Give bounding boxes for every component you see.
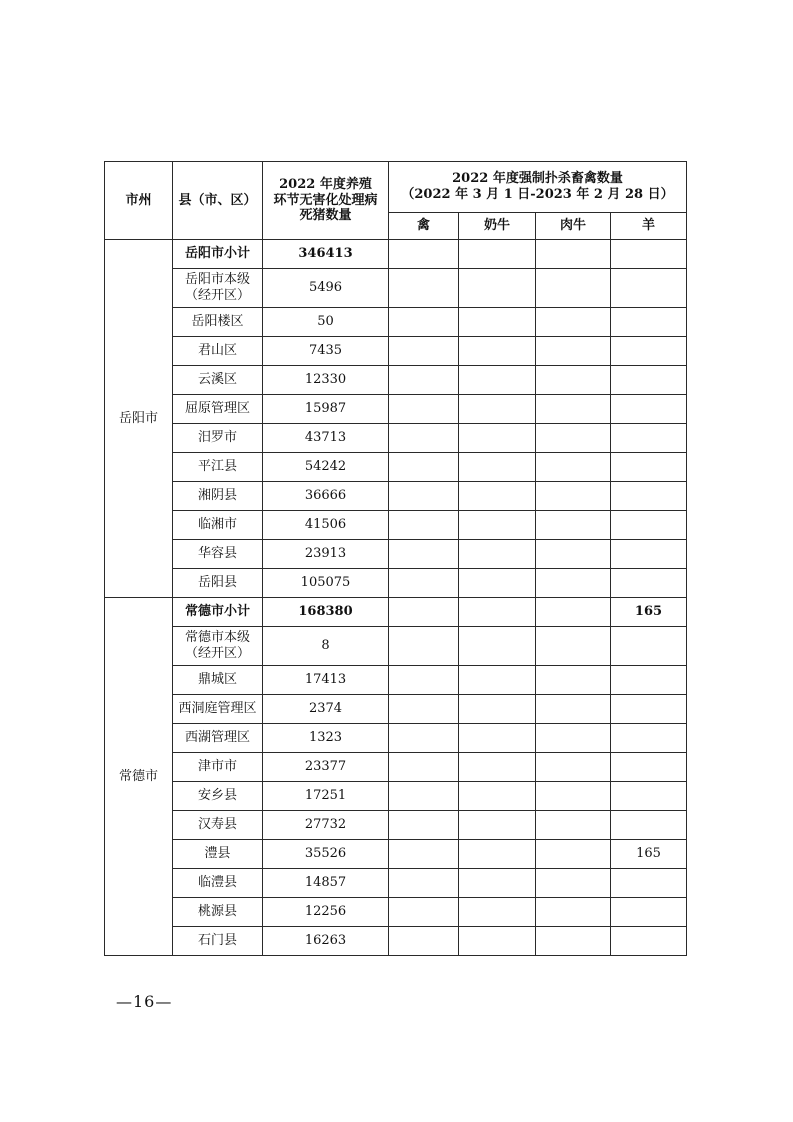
table-row xyxy=(105,869,687,898)
pigs-cell: 54242 xyxy=(263,453,389,482)
beef-cell xyxy=(536,753,611,782)
sheep-cell xyxy=(611,927,687,956)
county-cell: 云溪区 xyxy=(173,366,263,395)
pigs-cell: 7435 xyxy=(263,337,389,366)
sheep-cell xyxy=(611,540,687,569)
poultry-cell xyxy=(389,782,459,811)
county-cell: 西洞庭管理区 xyxy=(173,695,263,724)
table-row xyxy=(105,598,687,627)
poultry-cell xyxy=(389,453,459,482)
table-row xyxy=(105,424,687,453)
table-row xyxy=(105,395,687,424)
dairy-cell xyxy=(459,753,536,782)
beef-cell xyxy=(536,627,611,666)
county-cell: 岳阳楼区 xyxy=(173,308,263,337)
beef-cell xyxy=(536,366,611,395)
county-cell: 桃源县 xyxy=(173,898,263,927)
sheep-cell xyxy=(611,424,687,453)
dairy-cell xyxy=(459,627,536,666)
dairy-cell xyxy=(459,395,536,424)
beef-cell xyxy=(536,395,611,424)
table-row xyxy=(105,627,687,666)
dairy-cell xyxy=(459,840,536,869)
poultry-cell xyxy=(389,666,459,695)
poultry-cell xyxy=(389,569,459,598)
county-cell: 屈原管理区 xyxy=(173,395,263,424)
city-cell: 常德市 xyxy=(105,598,173,956)
sheep-cell xyxy=(611,269,687,308)
poultry-cell xyxy=(389,840,459,869)
county-cell: 西湖管理区 xyxy=(173,724,263,753)
pigs-cell: 12256 xyxy=(263,898,389,927)
beef-cell xyxy=(536,269,611,308)
sheep-cell xyxy=(611,240,687,269)
header-culled-period: （2022 年 3 月 1 日-2023 年 2 月 28 日） xyxy=(401,187,674,202)
table-row xyxy=(105,240,687,269)
table-row xyxy=(105,782,687,811)
poultry-cell xyxy=(389,724,459,753)
poultry-cell xyxy=(389,337,459,366)
table-row xyxy=(105,337,687,366)
dairy-cell xyxy=(459,927,536,956)
header-poultry: 禽 xyxy=(389,213,459,240)
county-name-line: 常德市本级 xyxy=(184,630,250,646)
table-row xyxy=(105,453,687,482)
dairy-cell xyxy=(459,240,536,269)
dairy-cell xyxy=(459,666,536,695)
dairy-cell xyxy=(459,540,536,569)
beef-cell xyxy=(536,569,611,598)
statistics-table xyxy=(104,161,687,956)
header-pigs: 2022 年度养殖环节无害化处理病死猪数量 xyxy=(263,162,389,240)
pigs-cell: 15987 xyxy=(263,395,389,424)
poultry-cell xyxy=(389,898,459,927)
dairy-cell xyxy=(459,453,536,482)
table-row xyxy=(105,569,687,598)
poultry-cell xyxy=(389,627,459,666)
table-row xyxy=(105,540,687,569)
header-culled xyxy=(389,162,687,213)
pigs-cell: 23913 xyxy=(263,540,389,569)
beef-cell xyxy=(536,898,611,927)
county-cell xyxy=(173,269,263,308)
sheep-cell xyxy=(611,724,687,753)
beef-cell xyxy=(536,240,611,269)
pigs-cell: 23377 xyxy=(263,753,389,782)
sheep-cell xyxy=(611,753,687,782)
table-row xyxy=(105,511,687,540)
county-cell: 澧县 xyxy=(173,840,263,869)
county-cell: 石门县 xyxy=(173,927,263,956)
sheep-cell xyxy=(611,869,687,898)
table-row xyxy=(105,366,687,395)
header-city: 市州 xyxy=(105,162,173,240)
dairy-cell xyxy=(459,308,536,337)
pigs-cell: 8 xyxy=(263,627,389,666)
pigs-cell: 17251 xyxy=(263,782,389,811)
dairy-cell xyxy=(459,695,536,724)
beef-cell xyxy=(536,337,611,366)
sheep-cell xyxy=(611,511,687,540)
county-cell: 常德市小计 xyxy=(173,598,263,627)
beef-cell xyxy=(536,695,611,724)
pigs-cell: 1323 xyxy=(263,724,389,753)
pigs-cell: 17413 xyxy=(263,666,389,695)
pigs-cell: 35526 xyxy=(263,840,389,869)
poultry-cell xyxy=(389,308,459,337)
beef-cell xyxy=(536,453,611,482)
sheep-cell xyxy=(611,666,687,695)
sheep-cell xyxy=(611,337,687,366)
sheep-cell xyxy=(611,627,687,666)
county-cell: 鼎城区 xyxy=(173,666,263,695)
county-name-suffix: （经开区） xyxy=(184,288,250,303)
county-cell: 岳阳县 xyxy=(173,569,263,598)
beef-cell xyxy=(536,482,611,511)
sheep-cell xyxy=(611,482,687,511)
poultry-cell xyxy=(389,395,459,424)
table-row xyxy=(105,927,687,956)
beef-cell xyxy=(536,308,611,337)
table-row xyxy=(105,753,687,782)
dairy-cell xyxy=(459,366,536,395)
poultry-cell xyxy=(389,482,459,511)
dairy-cell xyxy=(459,724,536,753)
county-cell: 君山区 xyxy=(173,337,263,366)
poultry-cell xyxy=(389,753,459,782)
dairy-cell xyxy=(459,424,536,453)
table-body xyxy=(105,240,687,956)
pigs-cell: 50 xyxy=(263,308,389,337)
sheep-cell xyxy=(611,695,687,724)
sheep-cell xyxy=(611,569,687,598)
pigs-cell: 12330 xyxy=(263,366,389,395)
beef-cell xyxy=(536,598,611,627)
sheep-cell xyxy=(611,811,687,840)
county-name-line: 岳阳市本级 xyxy=(184,272,250,288)
poultry-cell xyxy=(389,811,459,840)
beef-cell xyxy=(536,666,611,695)
county-cell: 安乡县 xyxy=(173,782,263,811)
header-county: 县（市、区） xyxy=(173,162,263,240)
county-cell: 临湘市 xyxy=(173,511,263,540)
county-cell: 平江县 xyxy=(173,453,263,482)
dairy-cell xyxy=(459,482,536,511)
header-sheep: 羊 xyxy=(611,213,687,240)
county-cell: 岳阳市小计 xyxy=(173,240,263,269)
sheep-cell xyxy=(611,898,687,927)
pigs-cell: 27732 xyxy=(263,811,389,840)
dairy-cell xyxy=(459,811,536,840)
page-number: —16— xyxy=(116,992,173,1011)
table-row xyxy=(105,898,687,927)
county-cell: 汨罗市 xyxy=(173,424,263,453)
table-row xyxy=(105,695,687,724)
poultry-cell xyxy=(389,366,459,395)
sheep-cell: 165 xyxy=(611,598,687,627)
pigs-cell: 105075 xyxy=(263,569,389,598)
sheep-cell xyxy=(611,782,687,811)
beef-cell xyxy=(536,724,611,753)
table-row xyxy=(105,811,687,840)
pigs-cell: 14857 xyxy=(263,869,389,898)
pigs-cell: 36666 xyxy=(263,482,389,511)
table-row xyxy=(105,308,687,337)
beef-cell xyxy=(536,840,611,869)
dairy-cell xyxy=(459,511,536,540)
table-row xyxy=(105,666,687,695)
beef-cell xyxy=(536,811,611,840)
pigs-cell: 43713 xyxy=(263,424,389,453)
table-row xyxy=(105,269,687,308)
poultry-cell xyxy=(389,240,459,269)
county-name-suffix: （经开区） xyxy=(184,646,250,661)
dairy-cell xyxy=(459,598,536,627)
county-cell: 湘阴县 xyxy=(173,482,263,511)
sheep-cell xyxy=(611,395,687,424)
pigs-cell: 346413 xyxy=(263,240,389,269)
sheep-cell xyxy=(611,308,687,337)
sheep-cell: 165 xyxy=(611,840,687,869)
county-cell: 津市市 xyxy=(173,753,263,782)
county-cell: 汉寿县 xyxy=(173,811,263,840)
pigs-cell: 41506 xyxy=(263,511,389,540)
dairy-cell xyxy=(459,869,536,898)
beef-cell xyxy=(536,540,611,569)
poultry-cell xyxy=(389,695,459,724)
header-beef: 肉牛 xyxy=(536,213,611,240)
pigs-cell: 168380 xyxy=(263,598,389,627)
sheep-cell xyxy=(611,366,687,395)
dairy-cell xyxy=(459,337,536,366)
pigs-cell: 16263 xyxy=(263,927,389,956)
pigs-cell: 2374 xyxy=(263,695,389,724)
poultry-cell xyxy=(389,424,459,453)
pigs-cell: 5496 xyxy=(263,269,389,308)
table-row xyxy=(105,840,687,869)
beef-cell xyxy=(536,869,611,898)
poultry-cell xyxy=(389,511,459,540)
dairy-cell xyxy=(459,269,536,308)
city-cell: 岳阳市 xyxy=(105,240,173,598)
beef-cell xyxy=(536,927,611,956)
county-cell: 临澧县 xyxy=(173,869,263,898)
header-dairy: 奶牛 xyxy=(459,213,536,240)
header-culled-title: 2022 年度强制扑杀畜禽数量 xyxy=(452,171,623,187)
beef-cell xyxy=(536,424,611,453)
poultry-cell xyxy=(389,540,459,569)
poultry-cell xyxy=(389,269,459,308)
dairy-cell xyxy=(459,898,536,927)
beef-cell xyxy=(536,782,611,811)
sheep-cell xyxy=(611,453,687,482)
county-cell xyxy=(173,627,263,666)
county-cell: 华容县 xyxy=(173,540,263,569)
dairy-cell xyxy=(459,782,536,811)
table-row xyxy=(105,724,687,753)
beef-cell xyxy=(536,511,611,540)
poultry-cell xyxy=(389,598,459,627)
table-row xyxy=(105,482,687,511)
poultry-cell xyxy=(389,869,459,898)
poultry-cell xyxy=(389,927,459,956)
dairy-cell xyxy=(459,569,536,598)
